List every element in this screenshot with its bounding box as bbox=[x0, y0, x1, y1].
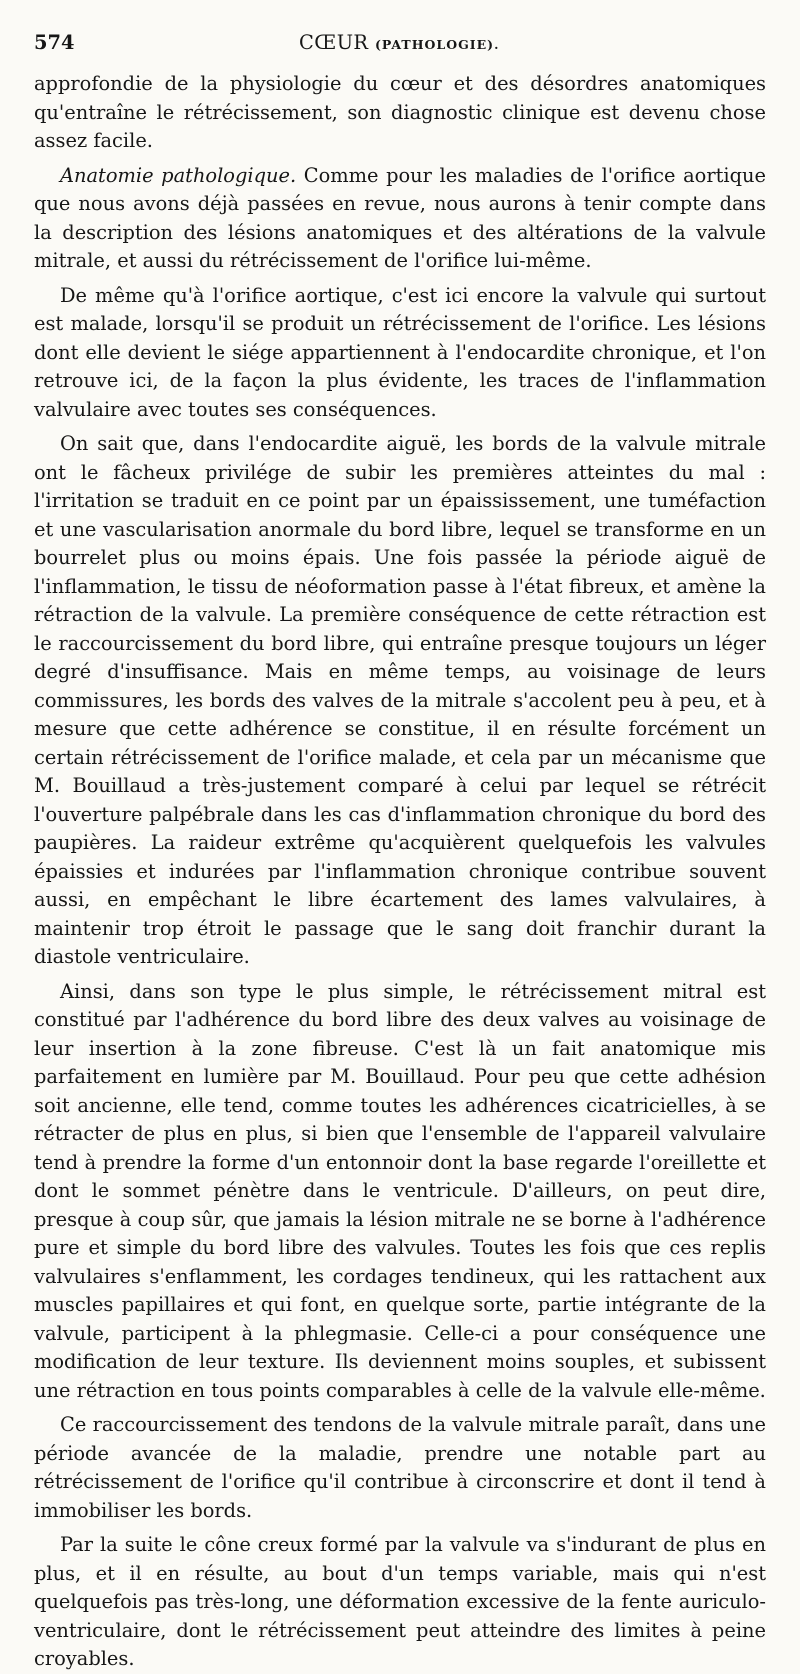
section-lead-heading: Anatomie pathologique. bbox=[60, 163, 297, 187]
paragraph bbox=[34, 282, 766, 425]
page-number: 574 bbox=[34, 31, 75, 54]
paragraph-text: Comme pour les maladies de l'orifice aortique que nous avons déjà passées en revue, nous aurons à tenir compte dans la description des lésions anatomiques et des altérations de la valvule mitrale, et aussi du rétrécissement de l'orifice lui-même. bbox=[34, 163, 766, 272]
paragraph-text: Ainsi, dans son type le plus simple, le rétrécissement mitral est constitué par l'adhérence du bord libre des deux valves au voisinage de leur insertion à la zone fibreuse. C'est là un fait anatomique mis parfaitement en lumière par M. Bouillaud. Pour peu que cette adhésion soit ancienne, elle tend, comme toutes les adhérences cicatricielles, à se rétracter de plus en plus, si bien que l'ensemble de l'appareil valvulaire tend à prendre la forme d'un entonnoir dont la base regarde l'oreillette et dont le sommet pénètre dans le ventricule. D'ailleurs, on peut dire, presque à coup sûr, que jamais la lésion mitrale ne se borne à l'adhérence pure et simple du bord libre des valvules. Toutes les fois que ces replis valvulaires s'enflamment, les cordages tendineux, qui les rattachent aux muscles papillaires et qui font, en quelque sorte, partie intégrante de la valvule, participent à la phlegmasie. Celle-ci a pour conséquence une modification de leur texture. Ils deviennent moins souples, et subissent une rétraction en tous points comparables à celle de la valvule elle-même. bbox=[34, 979, 766, 1402]
running-title-section: (PATHOLOGIE). bbox=[375, 37, 500, 52]
running-head bbox=[34, 28, 766, 62]
paragraph-continuation bbox=[34, 70, 766, 156]
paragraph bbox=[34, 1411, 766, 1525]
paragraph-text: Ce raccourcissement des tendons de la valvule mitrale paraît, dans une période avancée de la maladie, prendre une notable part au rétrécissement de l'orifice qu'il contribue à circonscrire et dont il tend à immobiliser les bords. bbox=[34, 1413, 766, 1522]
book-page bbox=[34, 28, 766, 1674]
running-title-main: CŒUR bbox=[299, 31, 369, 54]
paragraph-text: Par la suite le cône creux formé par la valvule va s'indurant de plus en plus, et il en résulte, au bout d'un temps variable, mais qui n'est quelquefois pas très-long, une déformation excessive de la fente auriculo-ventriculaire, dont le rétrécissement peut atteindre des limites à peine croyables. bbox=[34, 1533, 766, 1670]
paragraph-text: De même qu'à l'orifice aortique, c'est ici encore la valvule qui surtout est malade, lorsqu'il se produit un rétrécissement de l'orifice. Les lésions dont elle devient le siége appartiennent à l'endocardite chronique, et l'on retrouve ici, de la façon la plus évidente, les traces de l'inflammation valvulaire avec toutes ses conséquences. bbox=[34, 283, 766, 421]
paragraph bbox=[34, 978, 766, 1406]
paragraph-anatomie-pathologique bbox=[34, 162, 766, 276]
running-title bbox=[299, 28, 499, 60]
paragraph bbox=[34, 430, 766, 972]
paragraph-text: approfondie de la physiologie du cœur et des désordres anatomiques qu'entraîne le rétrécissement, son diagnostic clinique est devenu chose assez facile. bbox=[34, 72, 766, 152]
paragraph bbox=[34, 1531, 766, 1674]
paragraph-text: On sait que, dans l'endocardite aiguë, les bords de la valvule mitrale ont le fâcheux privilége de subir les premières atteintes du mal : l'irritation se traduit en ce point par un épaississement, une tuméfaction et une vascularisation anormale du bord libre, lequel se transforme en un bourrelet plus ou moins épais. Une fois passée la période aiguë de l'inflammation, le tissu de néoformation passe à l'état fibreux, et amène la rétraction de la valvule. La première conséquence de cette rétraction est le raccourcissement du bord libre, qui entraîne presque toujours un léger degré d'insuffisance. Mais en même temps, au voisinage de leurs commissures, les bords des valves de la mitrale s'accolent peu à peu, et à mesure que cette adhérence se constitue, il en résulte forcément un certain rétrécissement de l'orifice malade, et cela par un mécanisme que M. Bouillaud a très-justement comparé à celui par lequel se rétrécit l'ouverture palpébrale dans les cas d'inflammation chronique du bord des paupières. La raideur extrême qu'acquièrent quelquefois les valvules épaissies et indurées par l'inflammation chronique contribue souvent aussi, en empêchant le libre écartement des lames valvulaires, à maintenir trop étroit le passage que le sang doit franchir durant la diastole ventriculaire. bbox=[34, 432, 766, 968]
